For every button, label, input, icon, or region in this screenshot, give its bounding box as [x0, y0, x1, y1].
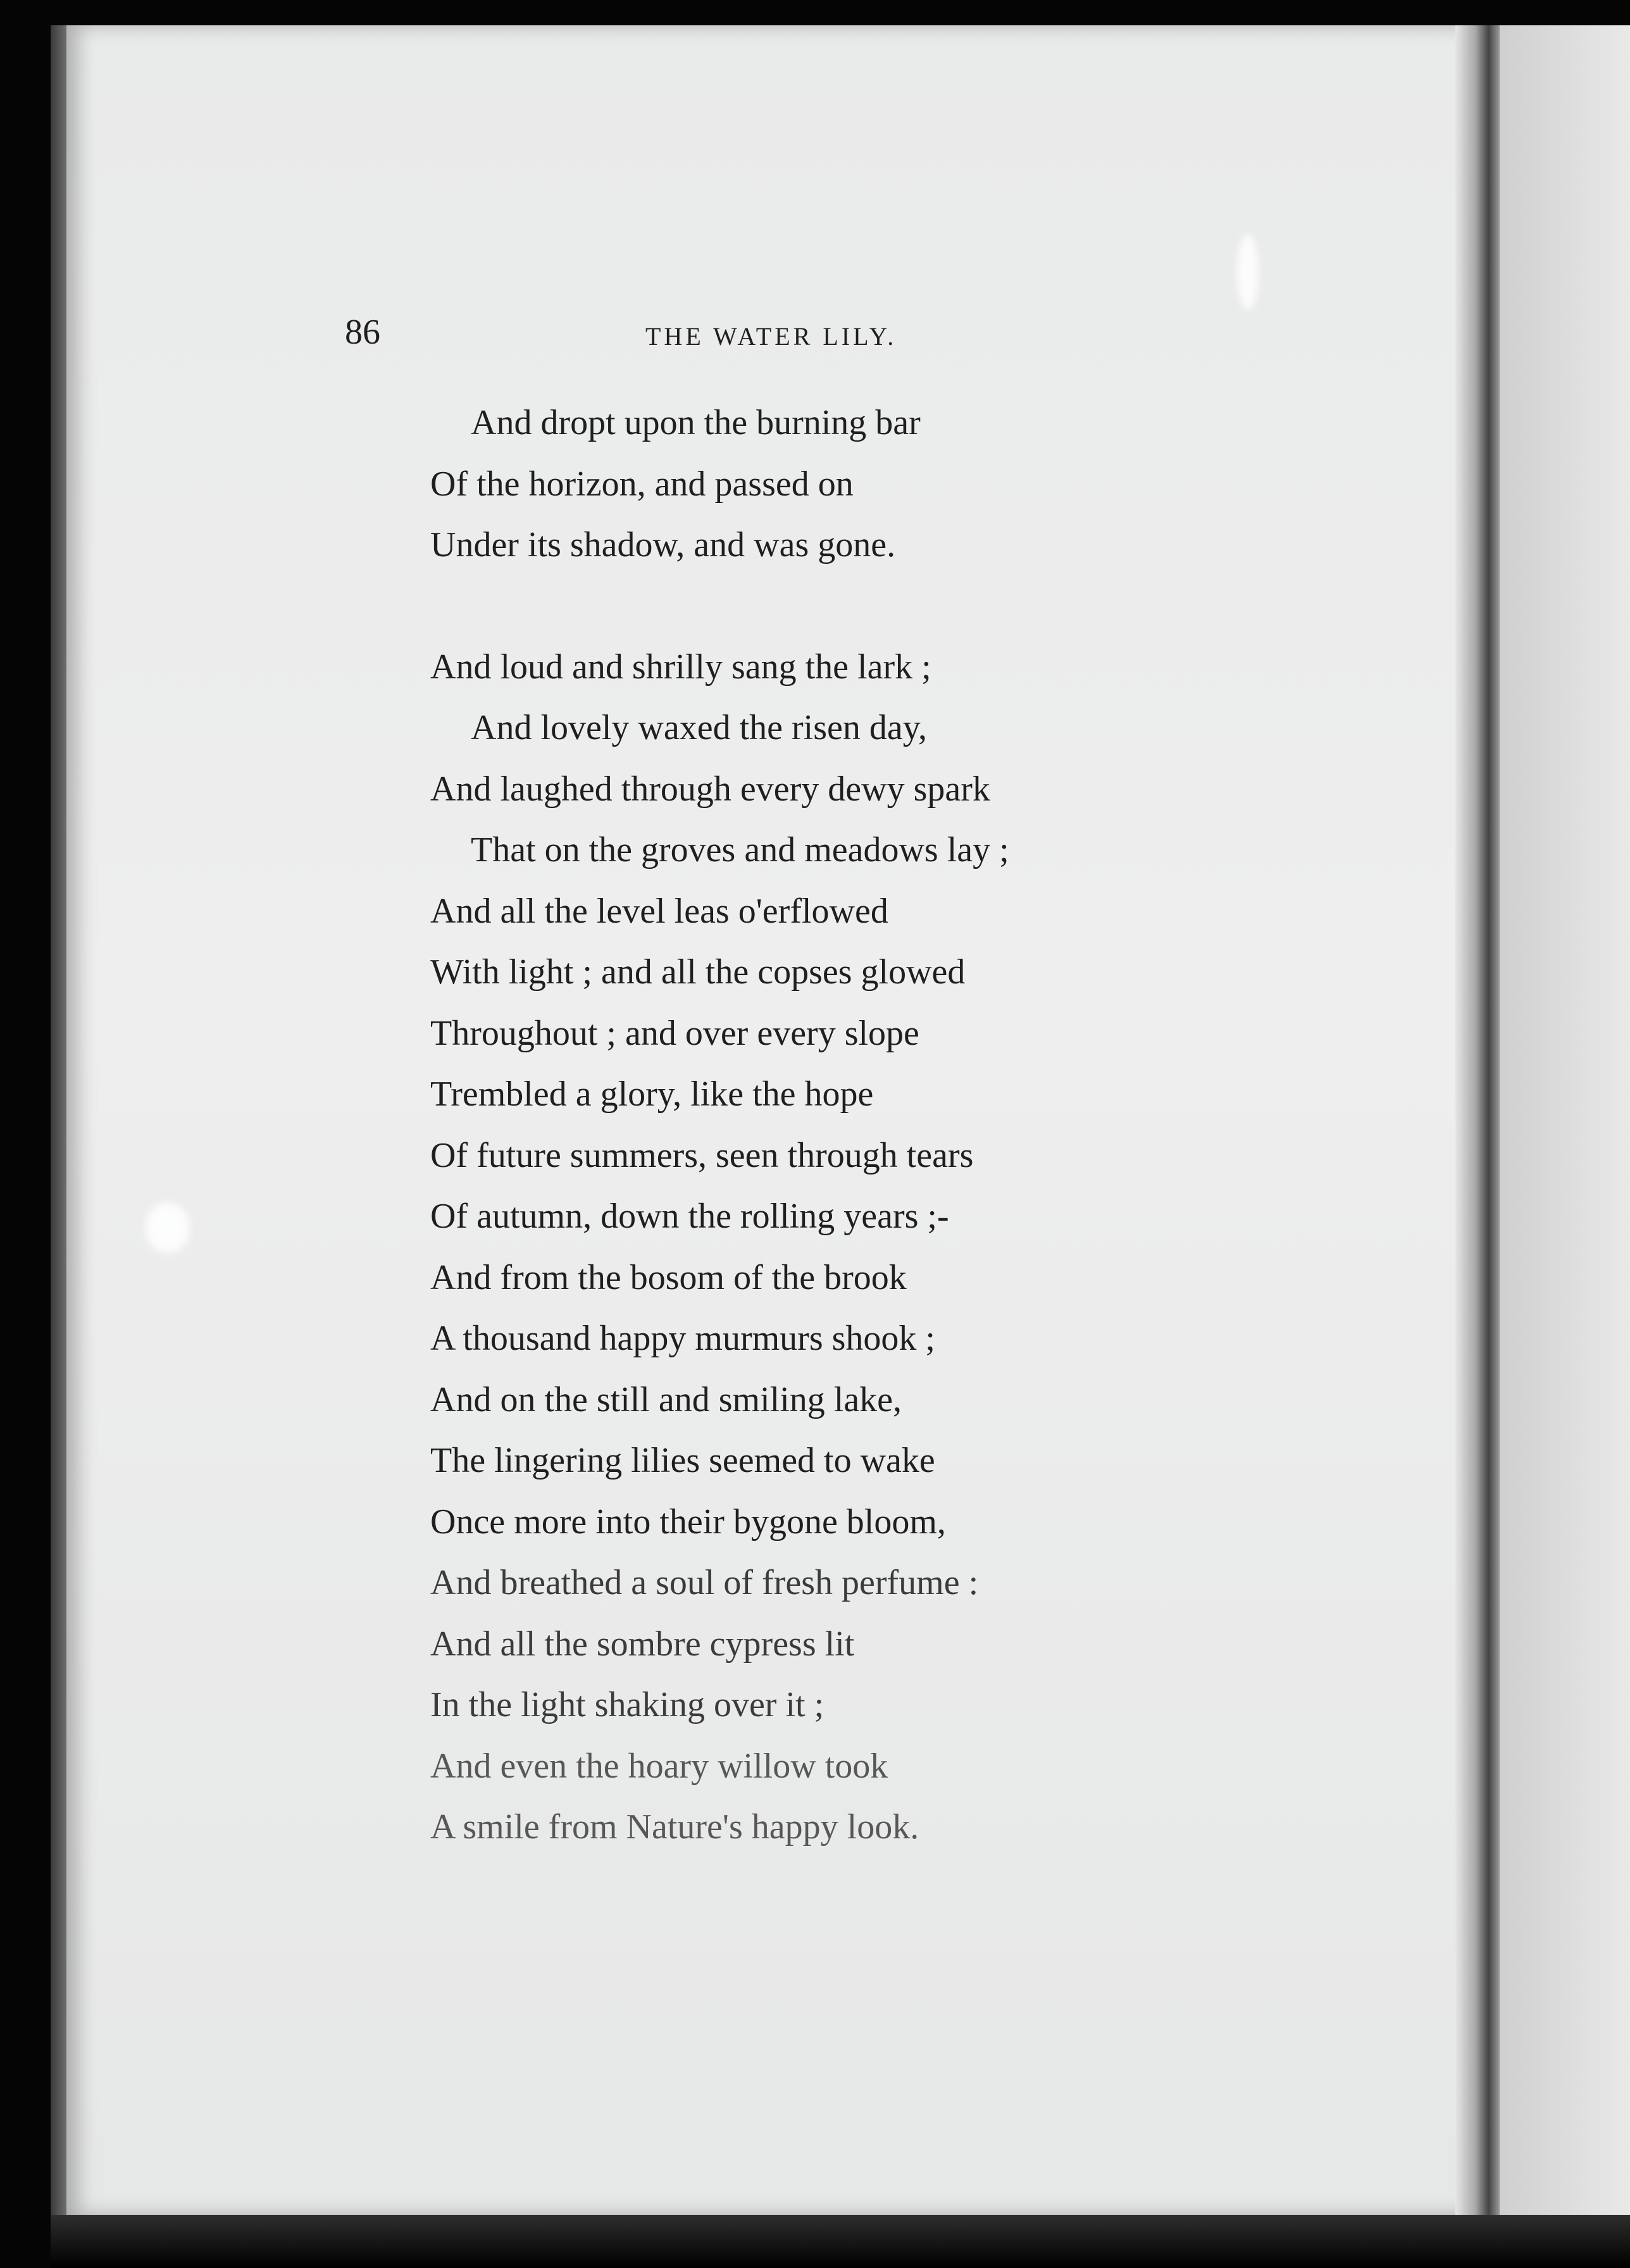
- poem-line: And on the still and smiling lake,: [430, 1380, 902, 1419]
- stanza: [430, 392, 1190, 576]
- poem-line: And all the level leas o'erflowed: [430, 891, 888, 931]
- poem-line: And from the bosom of the brook: [430, 1257, 907, 1297]
- running-head: THE WATER LILY.: [645, 322, 897, 351]
- poem-line: And loud and shrilly sang the lark ;: [430, 647, 931, 687]
- poem-line: A thousand happy murmurs shook ;: [430, 1319, 935, 1358]
- page-number: 86: [345, 313, 380, 352]
- poem-line: A smile from Nature's happy look.: [430, 1807, 919, 1847]
- stanza: [430, 637, 1190, 1858]
- scan-bottom-edge: [51, 2215, 1630, 2268]
- poem-line: Under its shadow, and was gone.: [430, 525, 896, 564]
- poem-line: Of autumn, down the rolling years ;-: [430, 1197, 949, 1236]
- poem-line: Of future summers, seen through tears: [430, 1135, 974, 1175]
- poem-line: In the light shaking over it ;: [430, 1685, 824, 1724]
- poem-line: And laughed through every dewy spark: [430, 769, 990, 809]
- poem-line: And breathed a soul of fresh perfume :: [430, 1563, 979, 1602]
- poem-line: That on the groves and meadows lay ;: [471, 830, 1009, 869]
- poem-line: Trembled a glory, like the hope: [430, 1075, 874, 1114]
- paper-smudge: [1237, 234, 1259, 310]
- poem-line: The lingering lilies seemed to wake: [430, 1441, 935, 1480]
- poem-body: [430, 392, 1190, 1858]
- book-gutter: [1455, 25, 1500, 2221]
- poem-line: Throughout ; and over every slope: [430, 1013, 919, 1053]
- poem-line: With light ; and all the copses glowed: [430, 952, 966, 992]
- poem-line: And dropt upon the burning bar: [471, 403, 921, 442]
- poem-line: And all the sombre cypress lit: [430, 1624, 855, 1664]
- poem-line: Once more into their bygone bloom,: [430, 1502, 946, 1542]
- poem-line: And lovely waxed the risen day,: [471, 708, 928, 747]
- facing-page-edge: [1500, 25, 1630, 2221]
- paper-smudge: [146, 1202, 190, 1253]
- poem-line: And even the hoary willow took: [430, 1746, 888, 1786]
- poem-line: Of the horizon, and passed on: [430, 464, 854, 504]
